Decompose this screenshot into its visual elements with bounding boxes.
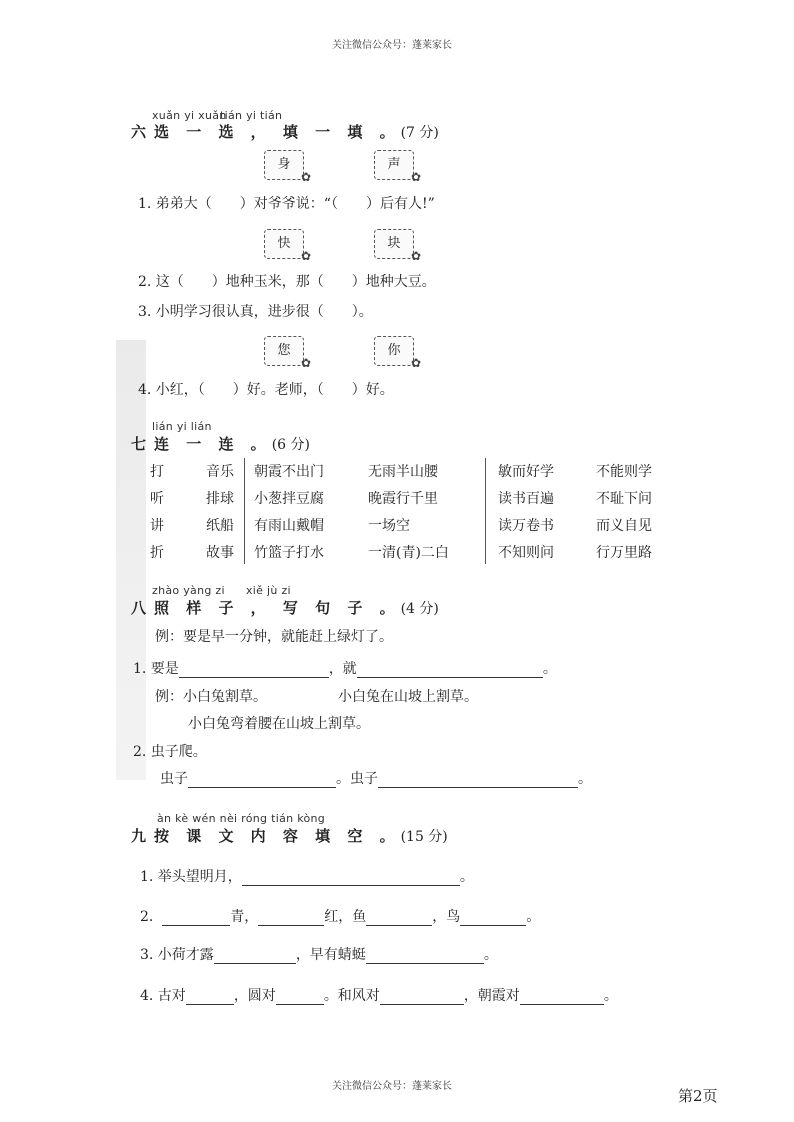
s9-q2-blank-4[interactable]: [460, 911, 526, 926]
s8-example-2b: 小白兔在山坡上割草。: [338, 689, 478, 705]
s8-q2-blank-1[interactable]: [188, 773, 336, 788]
flower-icon: ✿: [300, 170, 311, 184]
s9-q3-blank-1[interactable]: [214, 949, 296, 964]
s9-question-4: 4. 古对 ，圆对 。和风对 ，朝霞对 。: [140, 988, 618, 1004]
s7-c4-r3: 一场空: [368, 518, 410, 534]
flower-icon: ✿: [410, 170, 421, 184]
s9-q2-blank-1[interactable]: [162, 911, 230, 926]
s8-heading: [131, 597, 439, 618]
s7-c2-r1: 音乐: [206, 464, 234, 480]
s7-c1-r2: 听: [150, 491, 164, 507]
s6-card-kuai2: 块 ✿: [374, 229, 414, 259]
s6-points: (7 分): [400, 125, 439, 141]
s9-q3-blank-2[interactable]: [366, 949, 484, 964]
s7-c6-r4: 行万里路: [596, 545, 652, 561]
s6-card-kuai1: 快 ✿: [264, 229, 304, 259]
s6-question-1: 1. 弟弟大（ ）对爷爷说：“（ ）后有人!”: [138, 196, 435, 212]
s9-title: 按 课 文 内 容 填 空 。: [154, 827, 401, 845]
s6-card-nin: 您 ✿: [264, 336, 304, 366]
s7-c6-r3: 而义自见: [596, 518, 652, 534]
s9-heading: [131, 825, 448, 846]
s7-divider-1: [244, 458, 245, 564]
s8-points: (4 分): [400, 601, 439, 617]
s6-pinyin-2: tián yi tián: [220, 109, 283, 122]
s6-heading: [131, 121, 439, 142]
s7-c3-r3: 有雨山戴帽: [254, 518, 324, 534]
s8-number: 八: [131, 599, 147, 617]
s9-q2-blank-2[interactable]: [258, 911, 324, 926]
flower-icon: ✿: [410, 356, 421, 370]
s7-number: 七: [131, 435, 147, 453]
s6-question-2: 2. 这（ ）地种玉米，那（ ）地种大豆。: [138, 274, 436, 290]
s8-question-2-answer: 虫子 。虫子 。: [160, 771, 592, 787]
s8-question-2: 2. 虫子爬。: [133, 744, 207, 760]
s6-card-sheng: 声 ✿: [374, 150, 414, 180]
s7-title: 连 一 连 。: [154, 435, 272, 453]
flower-icon: ✿: [300, 249, 311, 263]
s9-number: 九: [131, 827, 147, 845]
s7-c4-r1: 无雨半山腰: [368, 464, 438, 480]
s7-divider-2: [485, 458, 486, 564]
s7-c2-r2: 排球: [206, 491, 234, 507]
s7-heading: [131, 433, 310, 454]
flower-icon: ✿: [300, 356, 311, 370]
s7-c5-r1: 敏而好学: [498, 464, 554, 480]
s6-question-4: 4. 小红，（ ）好。老师，（ ）好。: [138, 382, 394, 398]
s6-title: 选 一 选 ， 填 一 填 。: [154, 123, 401, 141]
s7-c1-r3: 讲: [150, 518, 164, 534]
page-number: 第2页: [678, 1087, 718, 1105]
s6-question-3: 3. 小明学习很认真，进步很（ ）。: [138, 304, 373, 320]
s7-pinyin: lián yi lián: [152, 420, 212, 433]
s8-title: 照 样 子 ， 写 句 子 。: [154, 599, 401, 617]
s9-pinyin: àn kè wén nèi róng tián kòng: [157, 812, 326, 825]
s9-q1-blank[interactable]: [242, 871, 460, 886]
s6-pinyin-1: xuǎn yi xuǎn: [152, 109, 227, 122]
s7-c5-r2: 读书百遍: [498, 491, 554, 507]
s8-q1-blank-1[interactable]: [179, 663, 329, 678]
s7-c6-r2: 不耻下问: [596, 491, 652, 507]
s9-question-1: 1. 举头望明月， 。: [140, 869, 474, 885]
flower-icon: ✿: [410, 249, 421, 263]
s7-c1-r4: 折: [150, 545, 164, 561]
s8-example-2c: 小白兔弯着腰在山坡上割草。: [188, 716, 370, 732]
page-footer: 关注微信公众号：蓬莱家长: [332, 1081, 452, 1092]
s7-c2-r4: 故事: [206, 545, 234, 561]
side-watermark: [116, 340, 146, 780]
s8-example-1: 例：要是早一分钟，就能赶上绿灯了。: [155, 629, 393, 645]
s7-c3-r4: 竹篮子打水: [254, 545, 324, 561]
s9-q2-blank-3[interactable]: [366, 911, 432, 926]
s7-c5-r4: 不知则问: [498, 545, 554, 561]
s6-card-shen: 身 ✿: [264, 150, 304, 180]
s7-c3-r2: 小葱拌豆腐: [254, 491, 324, 507]
s8-q1-blank-2[interactable]: [357, 663, 543, 678]
s7-c1-r1: 打: [150, 464, 164, 480]
s8-example-2a: 例：小白兔割草。: [155, 689, 267, 705]
s9-question-2: 2. 青， 红，鱼 ，鸟 。: [140, 909, 541, 925]
s7-points: (6 分): [271, 437, 310, 453]
s9-q4-blank-3[interactable]: [380, 990, 464, 1005]
s9-points: (15 分): [400, 829, 448, 845]
page-header: 关注微信公众号：蓬莱家长: [332, 40, 452, 51]
s6-number: 六: [131, 123, 147, 141]
s8-question-1: 1. 要是 ，就 。: [133, 661, 557, 677]
s7-c2-r3: 纸船: [206, 518, 234, 534]
s9-q4-blank-2[interactable]: [276, 990, 324, 1005]
s7-c4-r4: 一清(青)二白: [368, 545, 449, 561]
s7-c3-r1: 朝霞不出门: [254, 464, 324, 480]
s7-c5-r3: 读万卷书: [498, 518, 554, 534]
s8-pinyin-1: zhào yàng zi: [152, 584, 225, 597]
s7-c4-r2: 晚霞行千里: [368, 491, 438, 507]
s9-q4-blank-1[interactable]: [186, 990, 234, 1005]
s6-card-ni: 你 ✿: [374, 336, 414, 366]
s7-c6-r1: 不能则学: [596, 464, 652, 480]
s9-question-3: 3. 小荷才露 ，早有蜻蜓 。: [140, 947, 498, 963]
s8-pinyin-2: xiě jù zi: [246, 584, 291, 597]
s8-q2-blank-2[interactable]: [378, 773, 578, 788]
s9-q4-blank-4[interactable]: [520, 990, 604, 1005]
